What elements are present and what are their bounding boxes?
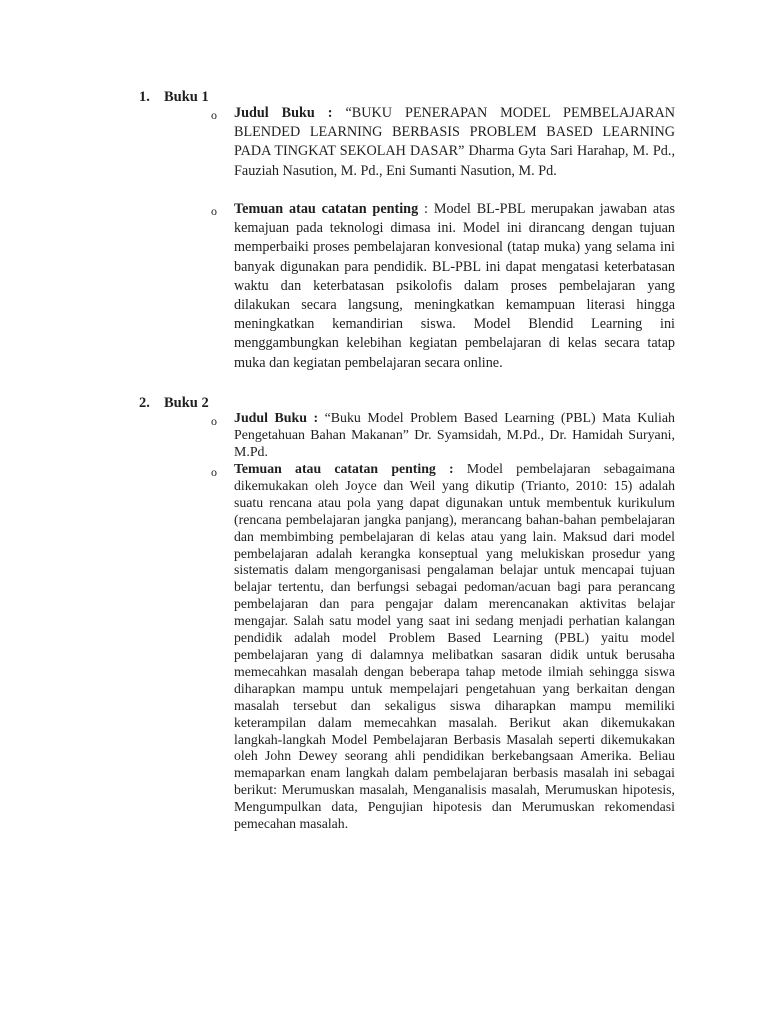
book2-heading xyxy=(139,394,209,412)
book2-notes-paragraph xyxy=(234,461,675,833)
book2-notes-label: Temuan atau catatan penting : xyxy=(234,461,454,476)
book1-title-paragraph xyxy=(234,104,675,181)
book2-number: 2. xyxy=(139,395,150,411)
book1-notes-paragraph xyxy=(234,200,675,373)
book1-number: 1. xyxy=(139,89,150,105)
book2-title-text: “Buku Model Problem Based Learning (PBL) Mata Kuliah Pengetahuan Bahan Makanan” Dr. Syamsidah, M.Pd., Dr. Hamidah Suryani, M.Pd. xyxy=(234,411,675,461)
book2-title-paragraph xyxy=(234,410,675,462)
bullet-icon: o xyxy=(211,465,217,479)
bullet-icon: o xyxy=(211,204,217,218)
book1-title-text: “BUKU PENERAPAN MODEL PEMBELAJARAN BLENDED LEARNING BERBASIS PROBLEM BASED LEARNING PADA TINGKAT SEKOLAH DASAR” Dharma Gyta Sari Harahap, M. Pd., Fauziah Nasution, M. Pd., Eni Sumanti Nasution, M. Pd. xyxy=(234,105,675,179)
book1-notes-text: : Model BL-PBL merupakan jawaban atas kemajuan pada teknologi dimasa ini. Model ini dirancang dengan tujuan memperbaiki proses pembelajaran konvesional (tatap muka) yang selama ini banyak digunakan para pendidik. BL-PBL ini dapat mengatasi keterbatasan waktu dan keterbatasan psikolofis dalam proses pembelajaran yang dilakukan secara langsung, meningkatkan kemampuan literasi hingga meningkatkan kemandirian siswa. Model Blendid Learning ini menggambungkan kelebihan kegiatan pembelajaran di kelas secara tatap muka dan kegiatan pembelajaran secara online. xyxy=(234,201,675,371)
bullet-icon: o xyxy=(211,108,217,122)
book2-title-label: Judul Buku : xyxy=(234,411,319,426)
book1-title-label: Judul Buku : xyxy=(234,105,333,121)
bullet-icon: o xyxy=(211,414,217,428)
book2-heading-label: Buku 2 xyxy=(164,395,209,411)
book1-heading-label: Buku 1 xyxy=(164,89,209,105)
book1-heading xyxy=(139,88,209,106)
book1-notes-label: Temuan atau catatan penting xyxy=(234,201,419,217)
book2-notes-text: Model pembelajaran sebagaimana dikemukakan oleh Joyce dan Weil yang dikutip (Trianto, 2010: 15) adalah suatu rencana atau pola yang dapat digunakan untuk membentuk kurikulum (rencana pembelajaran jangka panjang), merancang bahan-bahan pembelajaran dan membimbing pembelajaran di kelas atau yang lain. Maksud dari model pembelajaran adalah kerangka konseptual yang melukiskan prosedur yang sistematis dalam mengorganisasi pengalaman belajar untuk mencapai tujuan belajar tertentu, dan berfungsi sebagai pedoman/acuan bagi para perancang pembelajaran dan para pengajar dalam merencanakan aktivitas belajar mengajar. Salah satu model yang saat ini sedang menjadi perhatian kalangan pendidik adalah model Problem Based Learning (PBL) yaitu model pembelajaran yang di dalamnya melibatkan sasaran didik untuk berusaha memecahkan masalah dengan beberapa tahap metode ilmiah sehingga siswa diharapkan mampu untuk mempelajari pengetahuan yang berkaitan dengan masalah tersebut dan sekaligus siswa diharapkan mampu memiliki keterampilan dalam memecahkan masalah. Berikut akan dikemukakan langkah-langkah Model Pembelajaran Berbasis Masalah seperti dikemukakan oleh John Dewey seorang ahli pendidikan berkebangsaan Amerika. Beliau memaparkan enam langkah dalam pembelajaran berbasis masalah ini sebagai berikut: Merumuskan masalah, Menganalisis masalah, Merumuskan hipotesis, Mengumpulkan data, Pengujian hipotesis dan Merumuskan rekomendasi pemecahan masalah. xyxy=(234,461,675,832)
